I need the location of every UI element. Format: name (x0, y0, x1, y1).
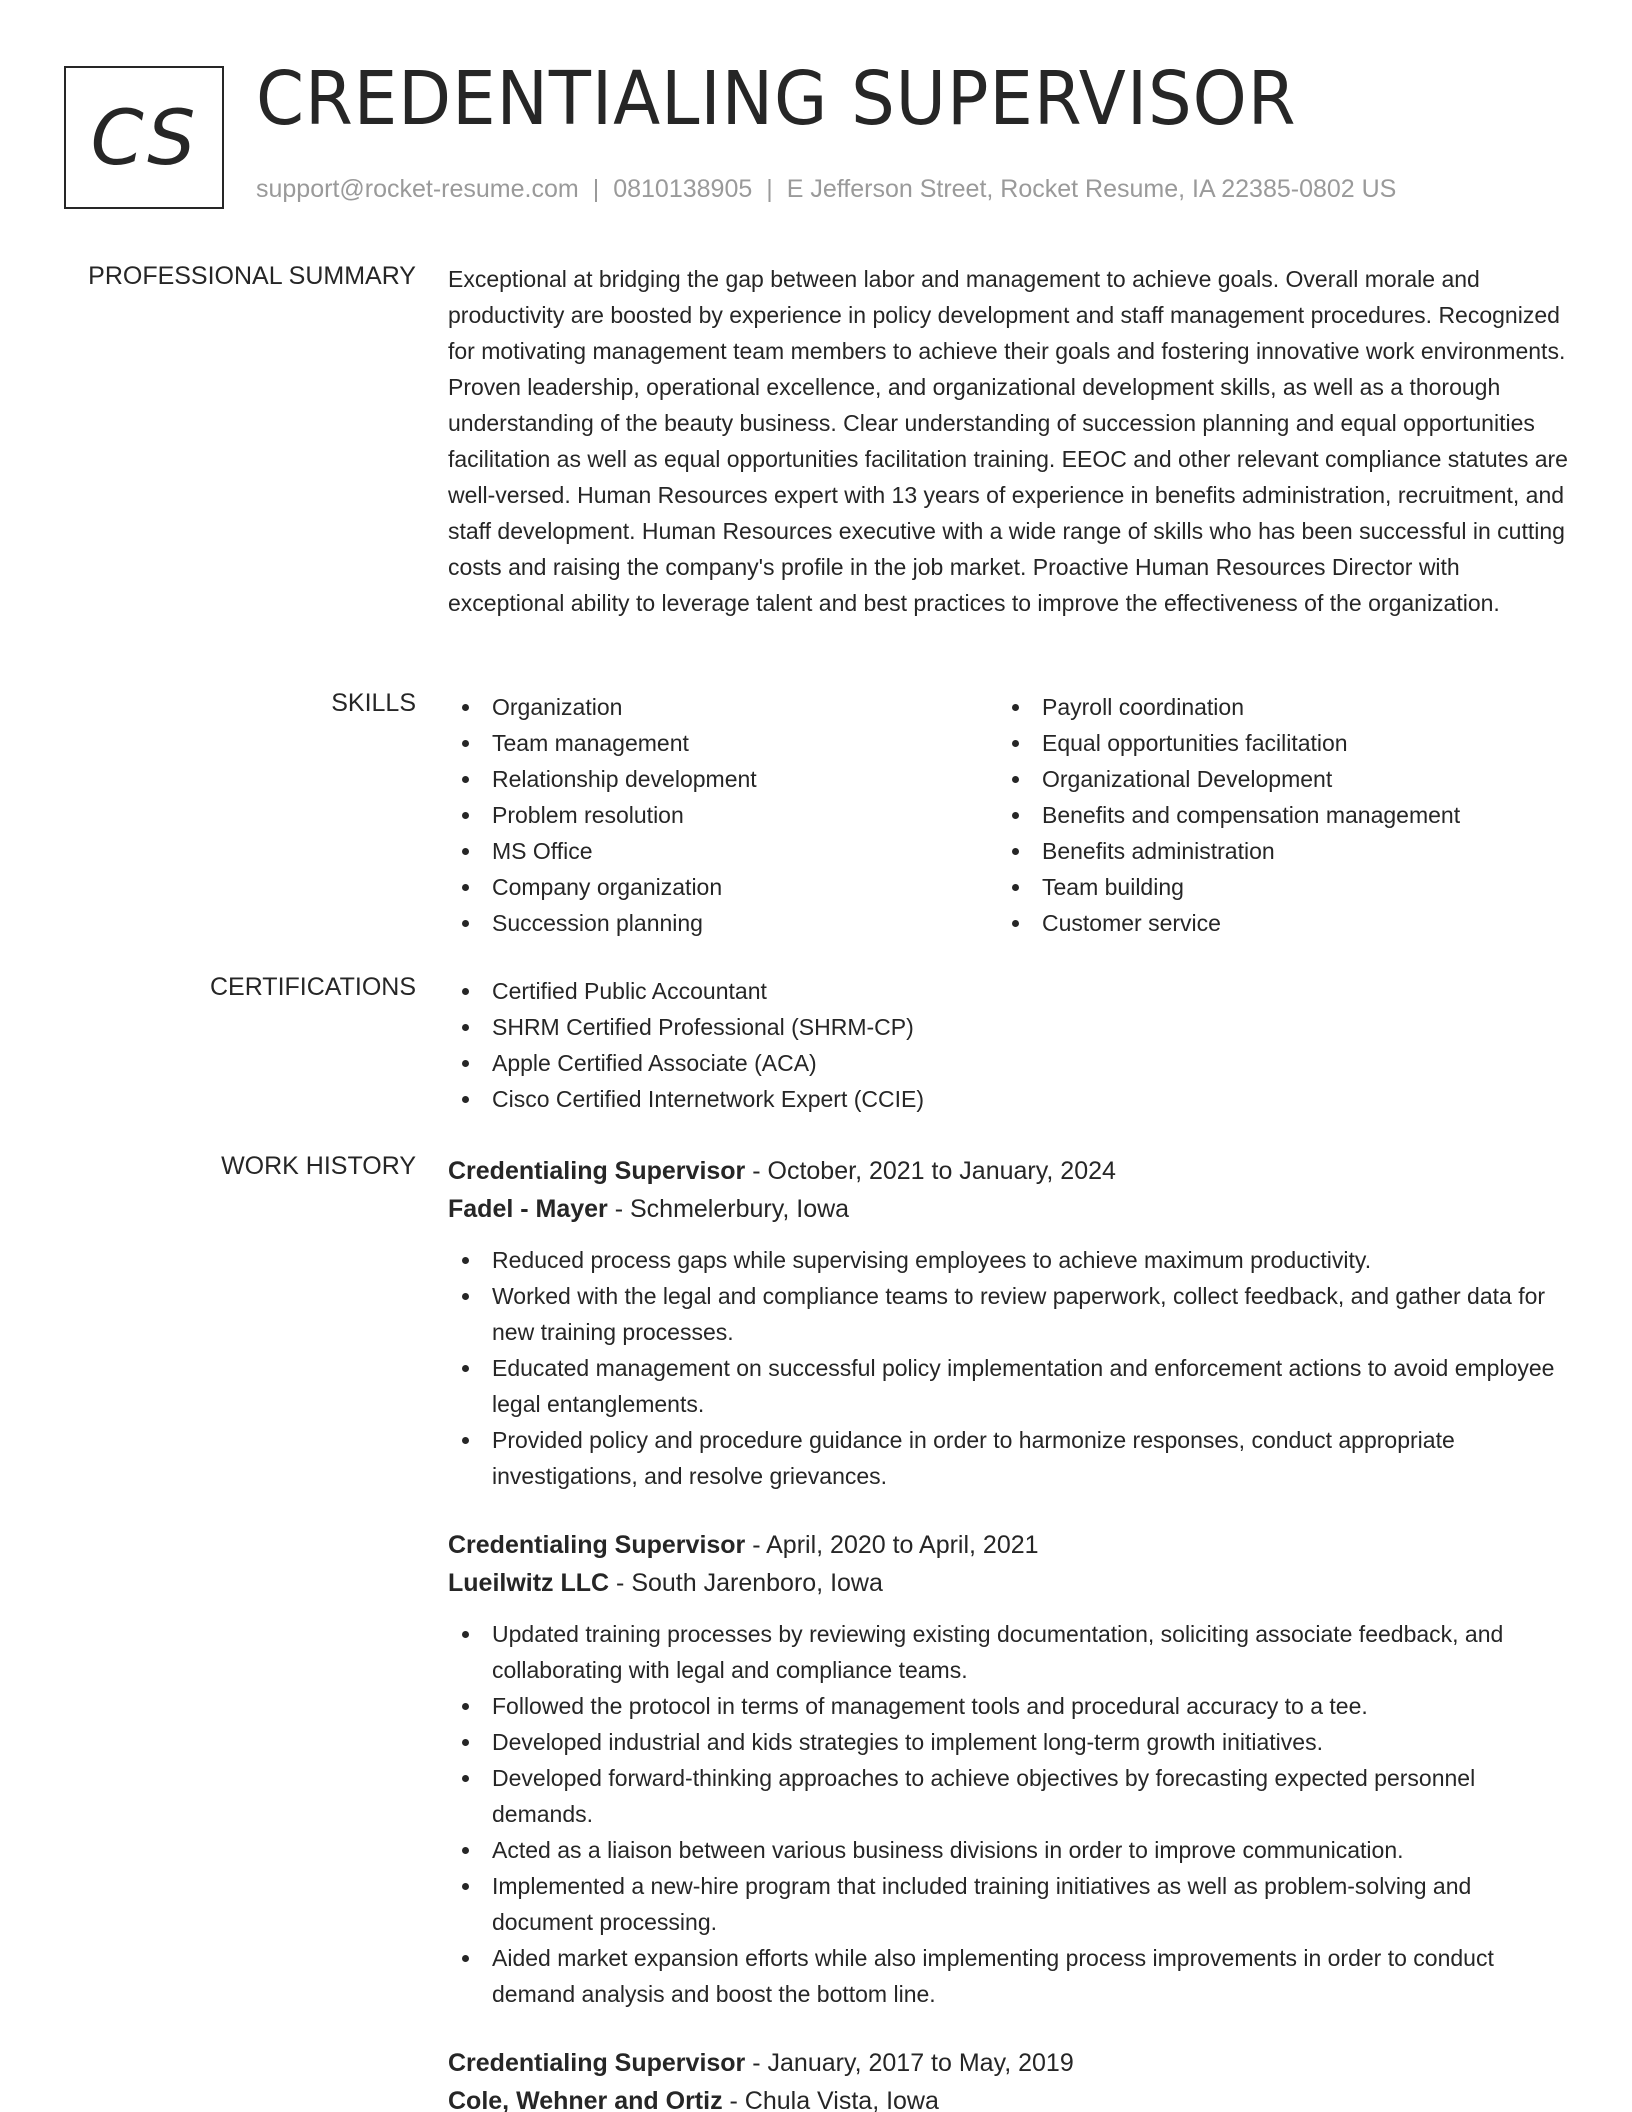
skill-item: Problem resolution (448, 797, 998, 833)
job-location: - South Jarenboro, Iowa (609, 1569, 883, 1597)
job-bullet: Developed forward-thinking approaches to achieve objectives by forecasting expected personnel demands. (448, 1760, 1568, 1832)
skills-list-left (448, 689, 998, 941)
job-bullet: Aided market expansion efforts while also implementing process improvements in order to conduct demand analysis and boost the bottom line. (448, 1940, 1568, 2012)
skill-item: Relationship development (448, 761, 998, 797)
job-bullets (448, 1242, 1568, 1494)
job-company: Lueilwitz LLC (448, 1569, 610, 1597)
skill-item: Team building (998, 869, 1548, 905)
summary-label: PROFESSIONAL SUMMARY (88, 262, 416, 290)
job-title-line (448, 1526, 1568, 1564)
job-location: - Schmelerbury, Iowa (607, 1195, 850, 1223)
job-dates: - April, 2020 to April, 2021 (745, 1531, 1039, 1559)
job-bullet: Acted as a liaison between various business divisions in order to improve communication. (448, 1832, 1568, 1868)
skill-item: Payroll coordination (998, 689, 1548, 725)
skills-list-right (998, 689, 1548, 941)
skill-item: Team management (448, 725, 998, 761)
job-dates: - October, 2021 to January, 2024 (745, 1157, 1116, 1185)
job-title-line (448, 1152, 1568, 1190)
contact-email: support@rocket-resume.com (256, 175, 579, 203)
job-company: Cole, Wehner and Ortiz (448, 2087, 723, 2112)
skill-item: Benefits administration (998, 833, 1548, 869)
contact-separator: | (592, 175, 600, 203)
job-bullet: Followed the protocol in terms of management tools and procedural accuracy to a tee. (448, 1688, 1568, 1724)
job-entry (448, 1152, 1568, 1494)
skills-label: SKILLS (331, 689, 416, 717)
skill-item: MS Office (448, 833, 998, 869)
certification-item: SHRM Certified Professional (SHRM-CP) (448, 1009, 1568, 1045)
skill-item: Benefits and compensation management (998, 797, 1548, 833)
job-bullet: Updated training processes by reviewing existing documentation, soliciting associate feedback, and collaborating with legal and compliance teams. (448, 1616, 1568, 1688)
job-title-line (448, 2044, 1568, 2082)
job-entry (448, 1526, 1568, 2012)
job-dates: - January, 2017 to May, 2019 (745, 2049, 1074, 2077)
skill-item: Succession planning (448, 905, 998, 941)
contact-address: E Jefferson Street, Rocket Resume, IA 22385-0802 US (786, 175, 1397, 203)
page-title: CREDENTIALING SUPERVISOR (256, 56, 1297, 142)
monogram-box (64, 66, 224, 209)
certifications-list (448, 973, 1568, 1117)
skill-item: Organizational Development (998, 761, 1548, 797)
job-company-line (448, 2082, 1568, 2112)
job-title: Credentialing Supervisor (448, 2049, 746, 2077)
job-bullet: Developed industrial and kids strategies to implement long-term growth initiatives. (448, 1724, 1568, 1760)
job-company-line (448, 1190, 1568, 1228)
skill-item: Equal opportunities facilitation (998, 725, 1548, 761)
job-bullets (448, 1616, 1568, 2012)
job-company-line (448, 1564, 1568, 1602)
certification-item: Apple Certified Associate (ACA) (448, 1045, 1568, 1081)
job-bullet: Reduced process gaps while supervising employees to achieve maximum productivity. (448, 1242, 1568, 1278)
job-entry (448, 2044, 1568, 2112)
certifications-label: CERTIFICATIONS (209, 973, 416, 1001)
job-title: Credentialing Supervisor (448, 1531, 746, 1559)
skill-item: Customer service (998, 905, 1548, 941)
contact-line (256, 175, 1396, 204)
certification-item: Certified Public Accountant (448, 973, 1568, 1009)
work-history-label: WORK HISTORY (221, 1152, 416, 1180)
certification-item: Cisco Certified Internetwork Expert (CCIE) (448, 1081, 1568, 1117)
job-title: Credentialing Supervisor (448, 1157, 746, 1185)
summary-text: Exceptional at bridging the gap between labor and management to achieve goals. Overall morale and productivity are boosted by experience in policy development and staff management procedures. Recognized for motivating management team members to achieve their goals and fostering innovative work environments. Proven leadership, operational excellence, and organizational development skills, as well as a thorough understanding of the beauty business. Clear understanding of succession planning and equal opportunities facilitation as well as equal opportunities facilitation training. EEOC and other relevant compliance statutes are well-versed. Human Resources expert with 13 years of experience in benefits administration, recruitment, and staff development. Human Resources executive with a wide range of skills who has been successful in cutting costs and raising the company's profile in the job market. Proactive Human Resources Director with exceptional ability to leverage talent and best practices to improve the effectiveness of the organization. (448, 266, 1568, 616)
skill-item: Organization (448, 689, 998, 725)
job-location: - Chula Vista, Iowa (722, 2087, 939, 2112)
contact-separator: | (766, 175, 773, 203)
monogram-initials: CS (90, 93, 198, 182)
job-company: Fadel - Mayer (448, 1195, 608, 1223)
job-bullet: Provided policy and procedure guidance in order to harmonize responses, conduct appropriate investigations, and resolve grievances. (448, 1422, 1568, 1494)
job-bullet: Worked with the legal and compliance teams to review paperwork, collect feedback, and gather data for new training processes. (448, 1278, 1568, 1350)
job-bullet: Implemented a new-hire program that included training initiatives as well as problem-solving and document processing. (448, 1868, 1568, 1940)
skill-item: Company organization (448, 869, 998, 905)
job-bullet: Educated management on successful policy implementation and enforcement actions to avoid employee legal entanglements. (448, 1350, 1568, 1422)
contact-phone: 0810138905 (613, 175, 753, 203)
